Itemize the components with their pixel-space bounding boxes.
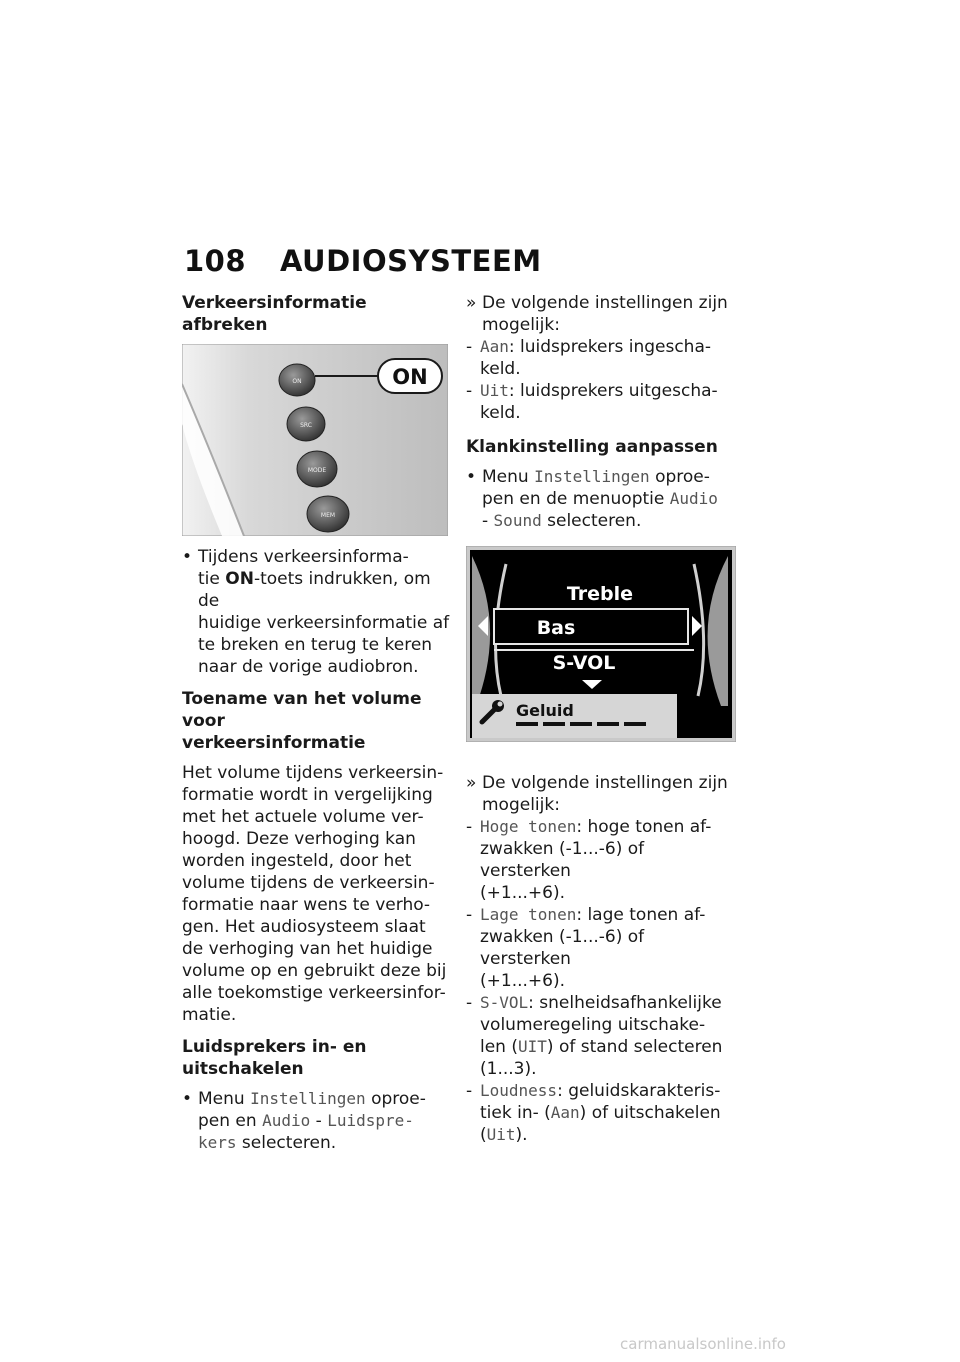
option-aan: - Aan: luidsprekers ingescha- keld. <box>466 337 711 379</box>
display-footer-label: Geluid <box>516 701 574 720</box>
page-header <box>184 244 542 278</box>
button-mode <box>297 451 337 487</box>
result-sound-options: » De volgende instellingen zijn mogelijk: <box>466 773 728 815</box>
option-hoge-tonen: - Hoge tonen: hoge tonen af- zwakken (-1...-6) of versterken (+1...+6). <box>466 817 712 903</box>
display-selection-box <box>494 609 688 644</box>
bullet-speakers-menu: • Menu Instellingen oproe- pen en Audio - Luidspre- kers selecteren. <box>182 1089 426 1153</box>
result-speakers-options: » De volgende instellingen zijn mogelijk: <box>466 293 728 335</box>
result-arrow: » <box>466 293 477 313</box>
display-item-svol: S-VOL <box>552 652 616 674</box>
bullet-dot: • <box>182 1089 193 1109</box>
callout-label: ON <box>392 365 428 389</box>
section-heading-volume-increase: Toename van het volume voor verkeersinformatie <box>182 689 422 753</box>
on-key-label: ON <box>225 569 254 589</box>
svg-text:MEM: MEM <box>320 512 336 519</box>
display-item-bas: Bas <box>536 617 576 639</box>
control-buttons-illustration <box>182 344 448 536</box>
svg-text:SRC: SRC <box>300 422 312 429</box>
section-heading-speakers: Luidsprekers in- en uitschakelen <box>182 1037 367 1079</box>
display-footer-bar <box>472 694 677 738</box>
chapter-title: AUDIOSYSTEEM <box>280 244 542 278</box>
button-mem <box>307 496 349 532</box>
right-column <box>466 292 740 1146</box>
option-s-vol: - S-VOL: snelheidsafhankelijke volumeregeling uitschake- len (UIT) of stand selecteren (1...3). <box>466 993 723 1079</box>
section-heading-sound-adjust: Klankinstelling aanpassen <box>466 437 718 457</box>
button-src <box>287 407 325 441</box>
figure-control-buttons <box>182 344 448 536</box>
button-on <box>279 364 315 396</box>
sound-menu-display-illustration <box>466 546 736 742</box>
svg-text:ON: ON <box>292 378 302 385</box>
option-uit: - Uit: luidsprekers uitgescha- keld. <box>466 381 718 423</box>
bullet-dot: • <box>182 547 193 567</box>
bullet-abort-traffic: • Tijdens verkeersinforma- tie ON-toets indrukken, om de huidige verkeersinformatie af te breken en terug te keren naar de vorige audiobron. <box>182 547 450 677</box>
page-number: 108 <box>184 244 247 278</box>
sound-options-list <box>466 816 740 1146</box>
svg-text:MODE: MODE <box>307 467 327 474</box>
option-loudness: - Loudness: geluidskarakteris- tiek in- (Aan) of uitschakelen (Uit). <box>466 1081 721 1145</box>
result-arrow: » <box>466 773 477 793</box>
display-item-treble: Treble <box>566 583 634 605</box>
speakers-options-list <box>466 336 740 424</box>
bullet-dot: • <box>466 467 477 487</box>
bullet-sound-menu: • Menu Instellingen oproe- pen en de menuoptie Audio - Sound selecteren. <box>466 467 718 531</box>
section-heading-traffic-abort: Verkeersinformatie afbreken <box>182 293 367 335</box>
option-lage-tonen: - Lage tonen: lage tonen af- zwakken (-1...-6) of versterken (+1...+6). <box>466 905 706 991</box>
left-column <box>182 292 450 1162</box>
display-level-dashes <box>516 722 646 726</box>
volume-increase-paragraph: Het volume tijdens verkeersin- formatie wordt in vergelijking met het actuele volume ver- hoogd. Deze verhoging kan worden ingesteld, door het volume tijdens de verkeersin- formatie naar wens te verho- gen. Het audiosysteem slaat de verhoging van het huidige volume op en gebruikt deze bij alle toekomstige verkeersinfor- matie. <box>182 763 447 1025</box>
watermark: carmanualsonline.info <box>620 1335 786 1353</box>
figure-sound-display <box>466 546 736 742</box>
